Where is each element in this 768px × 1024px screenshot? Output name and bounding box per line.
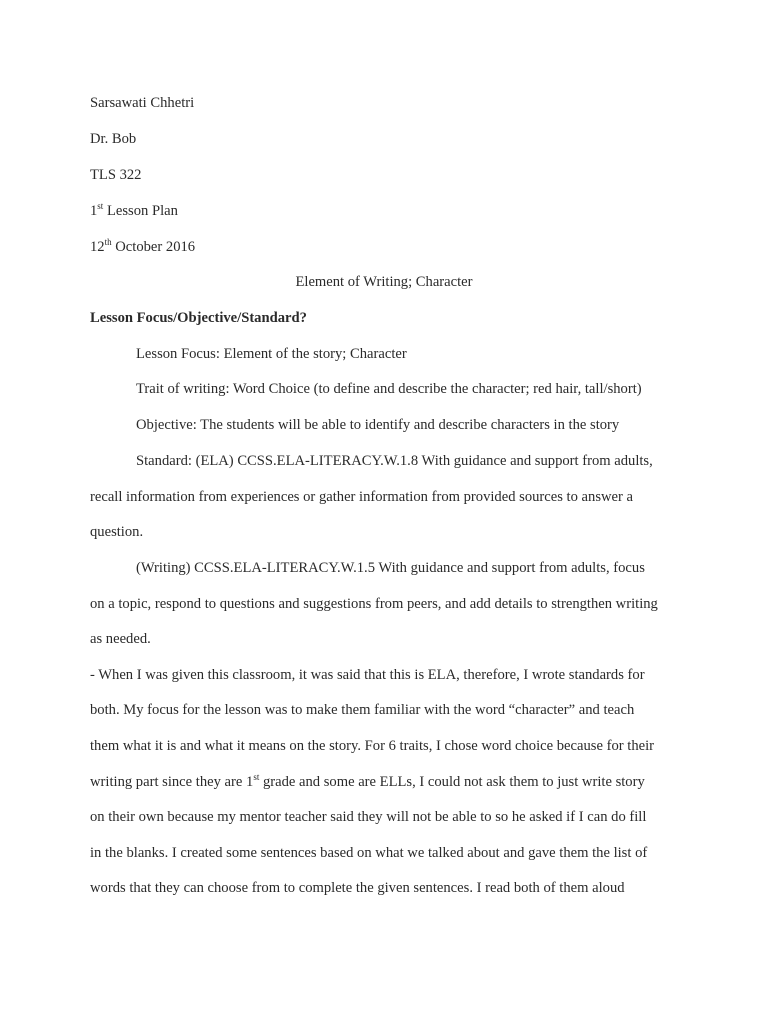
section-heading: Lesson Focus/Objective/Standard? (90, 310, 307, 326)
objective: Objective: The students will be able to identify and describe characters in the story (136, 417, 620, 433)
writing-standard-line: (Writing) CCSS.ELA-LITERACY.W.1.5 With guidance and support from adults, focus (136, 560, 645, 576)
date-ordinal: th (104, 237, 112, 247)
grade-ordinal: st (253, 772, 260, 782)
writing-trait: Trait of writing: Word Choice (to define and describe the character; red hair, tall/short) (136, 381, 642, 397)
reflection-line: both. My focus for the lesson was to make them familiar with the word “character” and teach (90, 702, 635, 718)
lesson-focus: Lesson Focus: Element of the story; Character (136, 346, 407, 362)
document-date (90, 238, 195, 256)
standard-line: question. (90, 524, 144, 540)
reflection-line: them what it is and what it means on the story. For 6 traits, I chose word choice because for their (90, 738, 655, 754)
reflection-line: in the blanks. I created some sentences based on what we talked about and gave them the list of (90, 845, 648, 861)
lesson-number: 1 (90, 203, 98, 219)
writing-standard-line: as needed. (90, 631, 151, 647)
course-code: TLS 322 (90, 167, 142, 183)
reflection-text: grade and some are ELLs, I could not ask them to just write story (259, 774, 645, 790)
standard-line: Standard: (ELA) CCSS.ELA-LITERACY.W.1.8 With guidance and support from adults, (136, 453, 653, 469)
reflection-line: - When I was given this classroom, it was said that this is ELA, therefore, I wrote standards for (90, 667, 645, 683)
reflection-line: on their own because my mentor teacher said they will not be able to so he asked if I can do fill (90, 809, 647, 825)
standard-line: recall information from experiences or gather information from provided sources to answer a (90, 489, 634, 505)
reflection-line (90, 773, 645, 791)
lesson-plan-label (90, 202, 178, 220)
instructor-name: Dr. Bob (90, 131, 137, 147)
reflection-line: words that they can choose from to complete the given sentences. I read both of them aloud (90, 880, 625, 896)
author-name: Sarsawati Chhetri (90, 95, 195, 111)
writing-standard-line: on a topic, respond to questions and suggestions from peers, and add details to strengthen writing (90, 596, 658, 612)
lesson-label-text: Lesson Plan (103, 203, 178, 219)
date-rest: October 2016 (111, 239, 196, 255)
date-day: 12 (90, 239, 105, 255)
reflection-text: writing part since they are 1 (90, 774, 254, 790)
lesson-ordinal: st (97, 201, 104, 211)
document-title: Element of Writing; Character (295, 274, 473, 290)
